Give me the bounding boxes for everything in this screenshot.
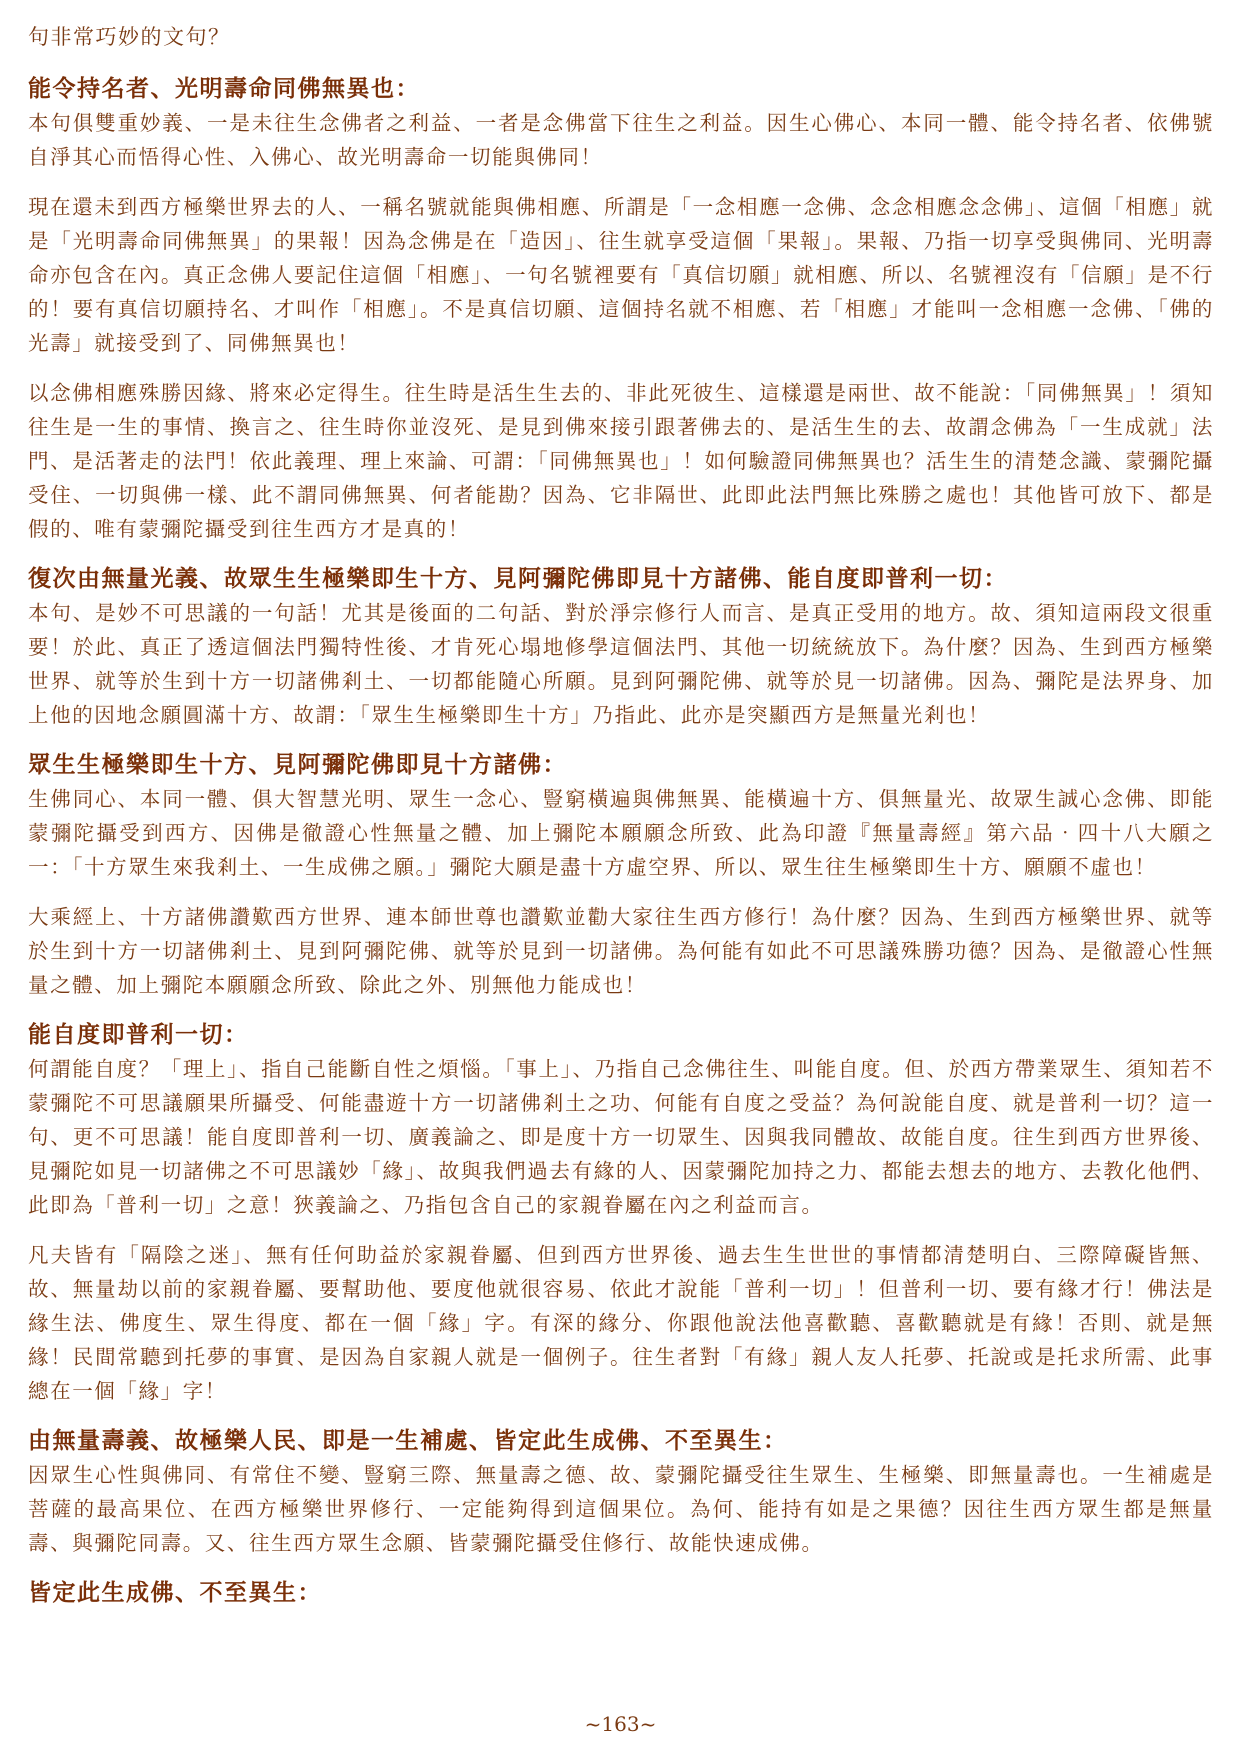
section-3 [28,748,1214,1002]
section-2 [28,562,1214,732]
paragraph: 本句俱雙重妙義、一是未往生念佛者之利益、一者是念佛當下往生之利益。因生心佛心、本同一體、能令持名者、依佛號自淨其心而悟得心性、入佛心、故光明壽命一切能與佛同！ [28,111,1214,169]
page-number: ~163~ [584,1712,657,1736]
paragraph: 現在還未到西方極樂世界去的人、一稱名號就能與佛相應、所謂是「一念相應一念佛、念念相應念念佛」、這個「相應」就是「光明壽命同佛無異」的果報！因為念佛是在「造因」、往生就享受這個「果報」。果報、乃指一切享受與佛同、光明壽命亦包含在內。真正念佛人要記住這個「相應」、一句名號裡要有「真信切願」就相應、所以、名號裡沒有「信願」是不行的！要有真信切願持名、才叫作「相應」。不是真信切願、這個持名就不相應、若「相應」才能叫一念相應一念佛、「佛的光壽」就接受到了、同佛無異也！ [28,195,1214,355]
paragraph: 何謂能自度？「理上」、指自己能斷自性之煩惱。「事上」、乃指自己念佛往生、叫能自度。但、於西方帶業眾生、須知若不蒙彌陀不可思議願果所攝受、何能盡遊十方一切諸佛剎土之功、何能有自度之受益？為何說能自度、就是普利一切？這一句、更不可思議！能自度即普利一切、廣義論之、即是度十方一切眾生、因與我同體故、故能自度。往生到西方世界後、見彌陀如見一切諸佛之不可思議妙「緣」、故與我們過去有緣的人、因蒙彌陀加持之力、都能去想去的地方、去教化他們、此即為「普利一切」之意！狹義論之、乃指包含自己的家親眷屬在內之利益而言。 [28,1057,1214,1217]
section-1 [28,72,1214,546]
paragraph: 生佛同心、本同一體、俱大智慧光明、眾生一念心、豎窮橫遍與佛無異、能橫遍十方、俱無量光、故眾生誠心念佛、即能蒙彌陀攝受到西方、因佛是徹證心性無量之體、加上彌陀本願願念所致、此為印證『無量壽經』第六品‧四十八大願之一：「十方眾生來我剎土、一生成佛之願。」彌陀大願是盡十方虛空界、所以、眾生往生極樂即生十方、願願不虛也！ [28,787,1214,879]
document-page [28,20,1214,1622]
paragraph: 本句、是妙不可思議的一句話！尤其是後面的二句話、對於淨宗修行人而言、是真正受用的地方。故、須知這兩段文很重要！於此、真正了透這個法門獨特性後、才肯死心塌地修學這個法門、其他一切統統放下。為什麼？因為、生到西方極樂世界、就等於生到十方一切諸佛剎土、一切都能隨心所願。見到阿彌陀佛、就等於見一切諸佛。因為、彌陀是法界身、加上他的因地念願圓滿十方、故謂：「眾生生極樂即生十方」乃指此、此亦是突顯西方是無量光剎也！ [28,601,1214,727]
paragraph: 凡夫皆有「隔陰之迷」、無有任何助益於家親眷屬、但到西方世界後、過去生生世世的事情都清楚明白、三際障礙皆無、故、無量劫以前的家親眷屬、要幫助他、要度他就很容易、依此才說能「普利一切」！但普利一切、要有緣才行！佛法是緣生法、佛度生、眾生得度、都在一個「緣」字。有深的緣分、你跟他說法他喜歡聽、喜歡聽就是有緣！否則、就是無緣！民間常聽到托夢的事實、是因為自家親人就是一個例子。往生者對「有緣」親人友人托夢、托說或是托求所需、此事總在一個「緣」字！ [28,1243,1214,1403]
section-heading: 皆定此生成佛、不至異生： [28,1579,322,1606]
paragraph: 大乘經上、十方諸佛讚歎西方世界、連本師世尊也讚歎並勸大家往生西方修行！為什麼？因為、生到西方極樂世界、就等於生到十方一切諸佛剎土、見到阿彌陀佛、就等於見到一切諸佛。為何能有如此不可思議殊勝功德？因為、是徹證心性無量之體、加上彌陀本願願念所致、除此之外、別無他力能成也！ [28,905,1214,997]
section-heading: 由無量壽義、故極樂人民、即是一生補處、皆定此生成佛、不至異生： [28,1427,788,1454]
section-heading: 眾生生極樂即生十方、見阿彌陀佛即見十方諸佛： [28,751,567,778]
section-6 [28,1576,1214,1610]
continued-text-line: 句非常巧妙的文句？ [28,25,231,49]
section-heading: 復次由無量光義、故眾生生極樂即生十方、見阿彌陀佛即見十方諸佛、能自度即普利一切： [28,565,1008,592]
section-4 [28,1018,1214,1408]
paragraph: 以念佛相應殊勝因緣、將來必定得生。往生時是活生生去的、非此死彼生、這樣還是兩世、故不能說：「同佛無異」！須知往生是一生的事情、換言之、往生時你並沒死、是見到佛來接引跟著佛去的、是活生生的去、故謂念佛為「一生成就」法門、是活著走的法門！依此義理、理上來論、可謂：「同佛無異也」！如何驗證同佛無異也？活生生的清楚念識、蒙彌陀攝受住、一切與佛一樣、此不謂同佛無異、何者能勘？因為、它非隔世、此即此法門無比殊勝之處也！其他皆可放下、都是假的、唯有蒙彌陀攝受到往生西方才是真的！ [28,381,1214,541]
section-heading: 能令持名者、光明壽命同佛無異也： [28,75,420,102]
paragraph: 因眾生心性與佛同、有常住不變、豎窮三際、無量壽之德、故、蒙彌陀攝受往生眾生、生極樂、即無量壽也。一生補處是菩薩的最高果位、在西方極樂世界修行、一定能夠得到這個果位。為何、能持有如是之果德？因往生西方眾生都是無量壽、與彌陀同壽。又、往生西方眾生念願、皆蒙彌陀攝受住修行、故能快速成佛。 [28,1463,1214,1555]
section-heading: 能自度即普利一切： [28,1021,249,1048]
section-5 [28,1424,1214,1560]
